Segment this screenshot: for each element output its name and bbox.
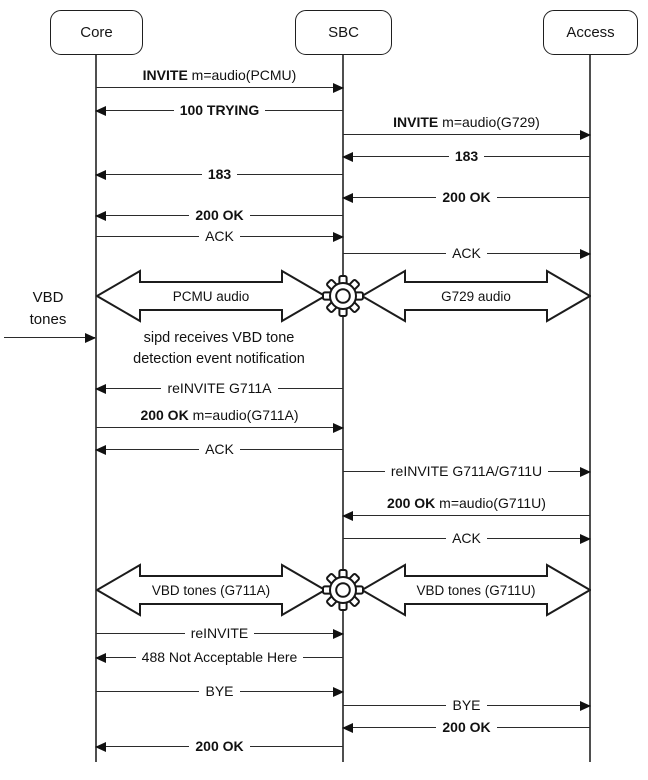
message-label: BYE xyxy=(96,681,343,701)
actor-core-label: Core xyxy=(80,24,113,41)
media-flow-label: G729 audio xyxy=(441,288,511,304)
message-label: 183 xyxy=(343,146,590,166)
actor-access-label: Access xyxy=(566,24,615,41)
message-label: INVITE m=audio(G729) xyxy=(393,114,540,130)
gear-icon xyxy=(322,569,364,611)
message-label: reINVITE G711A xyxy=(96,378,343,398)
message-label: 183 xyxy=(96,164,343,184)
media-flow-label: PCMU audio xyxy=(172,288,250,304)
actor-sbc-label: SBC xyxy=(328,24,359,41)
note-sipd-vbd-detection: sipd receives VBD tone detection event notification xyxy=(133,330,305,367)
arrow-line xyxy=(343,134,590,135)
message-label: reINVITE xyxy=(96,623,343,643)
message-label: 200 OK xyxy=(96,205,343,225)
vbd-tones-label: VBD tones xyxy=(29,289,67,328)
arrowhead-right-icon xyxy=(85,333,96,343)
message-label: 488 Not Acceptable Here xyxy=(96,647,343,667)
message-label: INVITE m=audio(PCMU) xyxy=(142,67,297,83)
media-flow-pcmu xyxy=(96,269,326,323)
message-label: 200 OK m=audio(G711U) xyxy=(387,495,546,511)
arrow-line xyxy=(343,515,590,516)
message-label: reINVITE G711A/G711U xyxy=(343,461,590,481)
media-flow-label: VBD tones (G711A) xyxy=(151,582,271,598)
media-flow-vbd-g711a xyxy=(96,563,326,617)
message-label: BYE xyxy=(343,695,590,715)
message-label: 200 OK m=audio(G711A) xyxy=(140,407,299,423)
arrow-line xyxy=(96,427,343,428)
media-flow-vbd-g711u xyxy=(361,563,591,617)
gear-icon xyxy=(322,275,364,317)
message-label: 200 OK xyxy=(343,717,590,737)
actor-sbc xyxy=(295,10,392,55)
message-label: ACK xyxy=(96,439,343,459)
media-flow-g729 xyxy=(361,269,591,323)
arrow-line xyxy=(96,87,343,88)
actor-access xyxy=(543,10,638,55)
message-label: 200 OK xyxy=(343,187,590,207)
media-flow-label: VBD tones (G711U) xyxy=(416,582,536,598)
message-label: ACK xyxy=(343,243,590,263)
message-label: ACK xyxy=(96,226,343,246)
actor-core xyxy=(50,10,143,55)
arrow-line xyxy=(4,337,95,338)
message-label: ACK xyxy=(343,528,590,548)
message-label: 200 OK xyxy=(96,736,343,756)
message-label: 100 TRYING xyxy=(96,100,343,120)
